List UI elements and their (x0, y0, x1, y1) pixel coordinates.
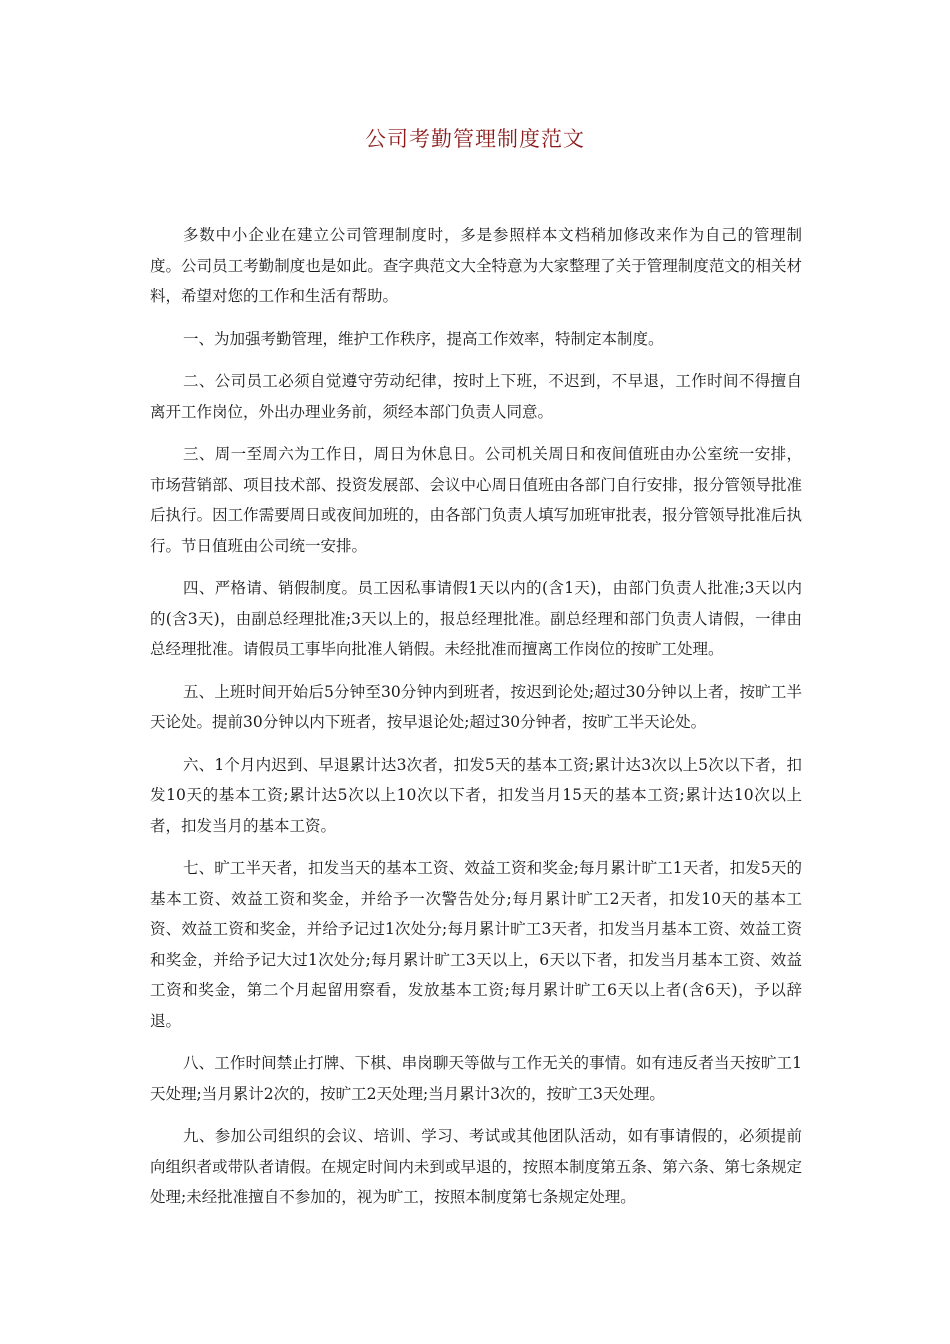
article-5-paragraph: 五、上班时间开始后5分钟至30分钟内到班者，按迟到论处;超过30分钟以上者，按旷工半天论处。提前30分钟以内下班者，按早退论处;超过30分钟者，按旷工半天论处。 (150, 682, 802, 731)
article-6-paragraph: 六、1个月内迟到、早退累计达3次者，扣发5天的基本工资;累计达3次以上5次以下者，扣发10天的基本工资;累计达5次以上10次以下者，扣发当月15天的基本工资;累计达10次以上者，扣发当月的基本工资。 (150, 755, 802, 835)
article-2-paragraph: 二、公司员工必须自觉遵守劳动纪律，按时上下班，不迟到，不早退，工作时间不得擅自离开工作岗位，外出办理业务前，须经本部门负责人同意。 (150, 372, 802, 421)
article-4-paragraph: 四、严格请、销假制度。员工因私事请假1天以内的(含1天)，由部门负责人批准;3天以内的(含3天)，由副总经理批准;3天以上的，报总经理批准。副总经理和部门负责人请假，一律由总经理批准。请假员工事毕向批准人销假。未经批准而擅离工作岗位的按旷工处理。 (150, 579, 802, 658)
document-body (150, 220, 802, 1225)
intro-paragraph: 多数中小企业在建立公司管理制度时，多是参照样本文档稍加修改来作为自己的管理制度。公司员工考勤制度也是如此。查字典范文大全特意为大家整理了关于管理制度范文的相关材料，希望对您的工作和生活有帮助。 (150, 226, 802, 305)
article-1-paragraph: 一、为加强考勤管理，维护工作秩序，提高工作效率，特制定本制度。 (183, 329, 664, 348)
article-7-paragraph: 七、旷工半天者，扣发当天的基本工资、效益工资和奖金;每月累计旷工1天者，扣发5天的基本工资、效益工资和奖金，并给予一次警告处分;每月累计旷工2天者，扣发10天的基本工资、效益工资和奖金，并给予记过1次处分;每月累计旷工3天者，扣发当月基本工资、效益工资和奖金，并给予记大过1次处分;每月累计旷工3天以上，6天以下者，扣发当月基本工资、效益工资和奖金，第二个月起留用察看，发放基本工资;每月累计旷工6天以上者(含6天)，予以辞退。 (150, 859, 802, 1030)
article-3-paragraph: 三、周一至周六为工作日，周日为休息日。公司机关周日和夜间值班由办公室统一安排，市场营销部、项目技术部、投资发展部、会议中心周日值班由各部门自行安排，报分管领导批准后执行。因工作需要周日或夜间加班的，由各部门负责人填写加班审批表，报分管领导批准后执行。节日值班由公司统一安排。 (150, 445, 802, 555)
article-8-paragraph: 八、工作时间禁止打牌、下棋、串岗聊天等做与工作无关的事情。如有违反者当天按旷工1天处理;当月累计2次的，按旷工2天处理;当月累计3次的，按旷工3天处理。 (150, 1054, 802, 1103)
article-9-paragraph: 九、参加公司组织的会议、培训、学习、考试或其他团队活动，如有事请假的，必须提前向组织者或带队者请假。在规定时间内未到或早退的，按照本制度第五条、第六条、第七条规定处理;未经批准擅自不参加的，视为旷工，按照本制度第七条规定处理。 (150, 1127, 802, 1206)
document-title: 公司考勤管理制度范文 (365, 127, 585, 151)
